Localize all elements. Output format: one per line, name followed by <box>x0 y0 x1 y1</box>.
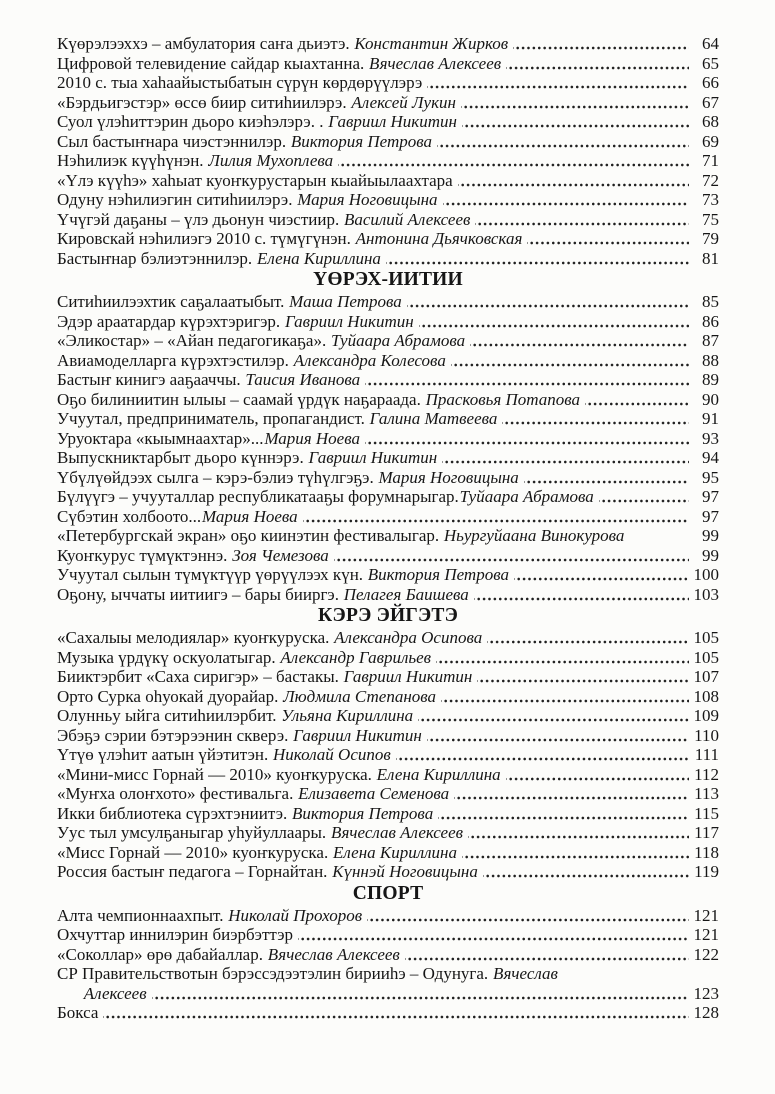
toc-entry <box>57 73 719 93</box>
entry-author: Елена Кириллина <box>332 842 457 862</box>
entry-author: Таисия Иванова <box>245 370 361 389</box>
entry-author: Ульяна Кириллина <box>281 706 414 725</box>
entry-author: Пелагея Баишева <box>343 584 469 604</box>
entry-text <box>57 565 509 585</box>
entry-title: Сыл бастыҥнара чиэстэннилэр. <box>57 131 287 151</box>
entry-title: «Петербургскай экран» оҕо киинэтин фестивалыгар. <box>57 526 440 545</box>
entry-author-continued: Алексеев <box>83 983 147 1003</box>
entry-text <box>57 945 400 965</box>
toc-entry <box>57 585 719 605</box>
entry-author: Антонина Дьячковская <box>355 229 523 248</box>
entry-text <box>57 546 329 566</box>
toc-entry <box>57 843 719 863</box>
toc-entry <box>57 706 719 726</box>
entry-page-number: 119 <box>694 862 719 881</box>
entry-author: Мария Ноговицына <box>297 190 438 209</box>
toc-entry <box>57 468 719 488</box>
dotted-leader <box>438 816 689 820</box>
entry-title: Эдэр араатардар күрэхтэригэр. <box>57 311 281 331</box>
entry-text <box>57 468 519 488</box>
entry-text <box>57 765 501 785</box>
entry-author: Василий Алексеев <box>343 209 471 229</box>
entry-title: Учуутал сылын түмүктүүр үөрүүлээх күн. <box>57 565 364 584</box>
entry-text <box>57 585 469 605</box>
toc-entry <box>57 312 719 332</box>
entry-text <box>57 925 293 945</box>
toc-entry <box>57 546 719 566</box>
entry-page-number: 65 <box>702 53 719 73</box>
entry-page-number: 67 <box>702 92 719 112</box>
entry-text <box>57 331 465 351</box>
dotted-leader <box>298 937 689 941</box>
entry-title: Учуутал, предприниматель, пропагандист. <box>57 409 365 428</box>
entry-author: Вячеслав Алексеев <box>369 53 502 73</box>
entry-title: Икки библиотека сүрэхтэниитэ. <box>57 803 288 823</box>
entry-title: СР Правительствотын бэрэссэдээтэлин бирииһэ – Одунуга. <box>57 964 489 983</box>
dotted-leader <box>462 124 689 128</box>
entry-text <box>57 112 457 132</box>
entry-author: Мария Ноговицына <box>378 467 519 487</box>
entry-text <box>57 312 414 332</box>
dotted-leader <box>527 241 689 245</box>
entry-page-number: 108 <box>693 686 719 706</box>
entry-author: Александра Колесова <box>293 350 446 370</box>
entry-title: Бүлүүгэ – учууталлар республикатааҕы форумнарыгар. <box>57 487 459 506</box>
entry-title: Алта чемпионнаахпыт. <box>57 905 224 925</box>
entry-text <box>57 667 472 687</box>
entry-text <box>57 745 391 765</box>
entry-title: Олунньу ыйга ситиһиилэрбит. <box>57 706 277 725</box>
entry-page-number: 107 <box>693 667 719 686</box>
entry-author: Виктория Петрова <box>367 565 509 584</box>
entry-text <box>57 526 624 546</box>
dotted-leader <box>367 918 689 922</box>
entry-title: «Эликостар» – «Айан педагогикаҕа». <box>57 331 327 350</box>
entry-text <box>57 726 422 746</box>
entry-author: Күннэй Ноговицына <box>332 862 478 881</box>
entry-title: «Мини-мисс Горнай — 2010» куоҥкуруска. <box>57 764 372 784</box>
entry-title: Кировскай нэһилиэгэ 2010 с. түмүгүнэн. <box>57 229 351 248</box>
entry-title: Куоҥкурус түмүктэннэ. <box>57 545 228 565</box>
entry-page-number: 91 <box>702 409 719 428</box>
entry-page-number: 99 <box>702 545 719 565</box>
dotted-leader <box>443 202 689 206</box>
toc-entry <box>57 132 719 152</box>
dotted-leader <box>103 1015 689 1019</box>
dotted-leader <box>419 324 689 328</box>
dotted-leader <box>396 757 689 761</box>
toc-entry <box>57 745 719 765</box>
dotted-leader <box>470 343 689 347</box>
entry-title: Күөрэлээххэ – амбулатория саҥа дьиэтэ. <box>57 34 350 53</box>
toc-entry <box>57 93 719 113</box>
toc-entry <box>57 229 719 249</box>
entry-author: Вячеслав <box>492 964 558 983</box>
entry-title: «Муҥха олоҥхото» фестивальга. <box>57 784 294 803</box>
entry-page-number: 115 <box>694 803 719 823</box>
entry-page-number: 86 <box>702 311 719 331</box>
dotted-leader <box>513 46 689 50</box>
entry-text <box>57 73 422 93</box>
dotted-leader <box>407 304 689 308</box>
dotted-leader <box>386 261 689 265</box>
entry-title: Сүбэтин холбоото... <box>57 506 202 526</box>
entry-author: Туйаара Абрамова <box>459 487 594 506</box>
entry-author: Гавриил Никитин <box>328 112 457 131</box>
entry-title: Бииктэрбит «Саха сиригэр» – бастакы. <box>57 667 339 686</box>
section-header: ҮӨРЭХ-ИИТИИ <box>313 269 463 290</box>
entry-page-number: 73 <box>702 190 719 209</box>
toc-entry <box>57 964 719 984</box>
section-header: СПОРТ <box>352 882 424 904</box>
entry-author: Лилия Мухоплева <box>208 151 334 170</box>
toc-entry <box>57 331 719 351</box>
dotted-leader <box>418 718 689 722</box>
toc-entry <box>57 54 719 74</box>
entry-page-number: 105 <box>693 628 719 647</box>
entry-title: Бокса <box>57 1003 99 1022</box>
entry-page-number: 87 <box>702 331 719 350</box>
toc-entry <box>57 765 719 785</box>
dotted-leader <box>468 835 689 839</box>
entry-text <box>79 984 147 1004</box>
toc-entry <box>57 925 719 945</box>
entry-page-number: 89 <box>702 370 719 389</box>
entry-author: Алексей Лукин <box>351 92 456 112</box>
toc-entry <box>57 34 719 54</box>
toc-entry <box>57 726 719 746</box>
entry-text <box>57 507 298 527</box>
toc-entry-continuation <box>57 984 719 1004</box>
toc-entry <box>57 945 719 965</box>
dotted-leader <box>461 105 689 109</box>
entry-text <box>57 370 360 390</box>
entry-page-number: 111 <box>694 745 719 764</box>
dotted-leader <box>365 382 689 386</box>
dotted-leader <box>506 777 689 781</box>
entry-author: Гавриил Никитин <box>284 311 414 331</box>
entry-text <box>57 843 457 863</box>
entry-page-number: 118 <box>694 842 719 862</box>
entry-author: Мария Ноева <box>202 506 298 526</box>
dotted-leader <box>334 558 689 562</box>
toc-entry <box>57 292 719 312</box>
dotted-leader <box>427 85 689 89</box>
toc-entry <box>57 687 719 707</box>
toc-entry <box>57 804 719 824</box>
entry-page-number: 117 <box>694 823 719 842</box>
entry-text <box>57 34 508 54</box>
entry-page-number: 121 <box>693 925 719 944</box>
toc-entry <box>57 823 719 843</box>
toc-entry <box>57 487 719 507</box>
entry-author: Галина Матвеева <box>369 409 498 428</box>
entry-text <box>57 648 431 668</box>
entry-text <box>57 249 381 269</box>
entry-author: Виктория Петрова <box>292 803 434 823</box>
entry-page-number: 79 <box>702 229 719 248</box>
toc-entry <box>57 249 719 269</box>
entry-page-number: 100 <box>693 565 719 584</box>
dotted-leader <box>441 699 689 703</box>
entry-page-number: 97 <box>702 506 719 526</box>
dotted-leader <box>437 144 689 148</box>
entry-text <box>57 54 501 74</box>
entry-text <box>57 171 453 191</box>
entry-title: Үтүө үлэһит аатын үйэтитэн. <box>57 745 269 764</box>
entry-text <box>57 93 456 113</box>
entry-page-number: 72 <box>702 170 719 190</box>
dotted-leader <box>451 363 689 367</box>
entry-author: Мария Ноева <box>264 428 360 448</box>
entry-author: Елена Кириллина <box>256 248 381 268</box>
entry-title: Оҕону, ыччаты иитиигэ – бары бииргэ. <box>57 584 339 604</box>
entry-page-number: 85 <box>702 292 719 311</box>
entry-page-number: 88 <box>702 350 719 370</box>
toc-entry <box>57 370 719 390</box>
toc-entry <box>57 565 719 585</box>
dotted-leader <box>629 538 689 542</box>
entry-text <box>57 210 470 230</box>
entry-page-number: 93 <box>702 428 719 448</box>
entry-title: Бастыҥ кинигэ ааҕааччы. <box>57 370 241 389</box>
entry-author: Елизавета Семенова <box>298 784 450 803</box>
entry-page-number: 122 <box>693 944 719 964</box>
toc-entry <box>57 351 719 371</box>
dotted-leader <box>365 441 689 445</box>
toc-entry <box>57 628 719 648</box>
entry-title: Үбүлүөйдээх сылга – кэрэ-бэлиэ түһүлгэҕэ. <box>57 467 374 487</box>
toc-entry <box>57 171 719 191</box>
entry-title: Нэһилиэк күүһүнэн. <box>57 151 204 170</box>
dotted-leader <box>585 402 689 406</box>
entry-author: Елена Кириллина <box>376 764 501 784</box>
dotted-leader <box>502 421 689 425</box>
entry-title: Бастыҥнар бэлиэтэннилэр. <box>57 248 253 268</box>
entry-text <box>57 804 433 824</box>
entry-page-number: 71 <box>702 151 719 170</box>
dotted-leader <box>506 66 689 70</box>
entry-text <box>57 132 432 152</box>
dotted-leader <box>152 996 689 1000</box>
dotted-leader <box>427 738 689 742</box>
toc-entry <box>57 526 719 546</box>
entry-author: Людмила Степанова <box>283 686 437 706</box>
entry-author: Зоя Чемезова <box>232 545 329 565</box>
entry-title: Эбэҕэ сэрии бэтэрээнин скверэ. <box>57 725 289 745</box>
entry-author: Николай Осипов <box>273 745 391 764</box>
entry-page-number: 64 <box>702 34 719 53</box>
entry-text <box>57 687 436 707</box>
entry-page-number: 94 <box>702 448 719 467</box>
entry-page-number: 75 <box>702 209 719 229</box>
entry-page-number: 69 <box>702 131 719 151</box>
entry-author: Туйаара Абрамова <box>330 331 466 350</box>
table-of-contents <box>57 34 719 1023</box>
entry-page-number: 103 <box>693 584 719 604</box>
entry-page-number: 112 <box>694 764 719 784</box>
entry-title: Орто Сурка оһуокай дуорайар. <box>57 686 279 706</box>
entry-page-number: 113 <box>694 784 719 803</box>
entry-text <box>57 1003 98 1023</box>
toc-entry <box>57 667 719 687</box>
entry-text <box>57 429 360 449</box>
entry-text <box>57 151 333 171</box>
entry-title: Одуну нэһилиэгин ситиһиилэрэ. <box>57 190 293 209</box>
dotted-leader <box>442 460 689 464</box>
entry-title: Суол үлэһиттэрин дьоро киэһэлэрэ. . <box>57 112 324 131</box>
dotted-leader <box>477 679 689 683</box>
section-header: КЭРЭ ЭЙГЭТЭ <box>317 605 459 626</box>
entry-title: Цифровой телевидение сайдар кыахтанна. <box>57 53 365 73</box>
entry-title: Уруоктара «кыымнаахтар»... <box>57 428 264 448</box>
toc-entry <box>57 1003 719 1023</box>
dotted-leader <box>462 855 689 859</box>
entry-page-number: 81 <box>702 248 719 268</box>
entry-page-number: 110 <box>694 725 719 745</box>
toc-entry <box>57 112 719 132</box>
entry-page-number: 123 <box>693 983 719 1003</box>
dotted-leader <box>487 640 689 644</box>
dotted-leader <box>483 874 689 878</box>
dotted-leader <box>303 519 689 523</box>
dotted-leader <box>514 577 689 581</box>
toc-entry <box>57 862 719 882</box>
entry-title: Авиамоделларга күрэхтэстилэр. <box>57 350 289 370</box>
dotted-leader <box>475 222 689 226</box>
entry-text <box>57 823 463 843</box>
entry-page-number: 68 <box>702 112 719 131</box>
entry-author: Маша Петрова <box>289 292 402 311</box>
entry-author: Александр Гаврильев <box>280 647 432 667</box>
entry-text <box>57 351 446 371</box>
entry-title: «Бэрдьигэстэр» өссө биир ситиһиилэрэ. <box>57 92 347 112</box>
entry-author: Гавриил Никитин <box>343 667 473 686</box>
entry-page-number: 128 <box>693 1003 719 1022</box>
dotted-leader <box>436 660 689 664</box>
dotted-leader <box>524 480 689 484</box>
entry-author: Ньургуйаана Винокурова <box>443 526 625 545</box>
dotted-leader <box>338 163 689 167</box>
entry-author: Прасковья Потапова <box>425 389 580 409</box>
entry-text <box>57 906 362 926</box>
entry-text <box>57 292 402 312</box>
entry-author: Виктория Петрова <box>290 131 433 151</box>
toc-entry <box>57 210 719 230</box>
toc-entry <box>57 507 719 527</box>
entry-page-number: 109 <box>693 706 719 725</box>
entry-title: Оҕо билиниитин ылыы – саамай үрдүк наҕараада. <box>57 389 421 409</box>
entry-author: Гавриил Никитин <box>293 725 422 745</box>
entry-author: Николай Прохоров <box>228 905 363 925</box>
toc-entry <box>57 390 719 410</box>
entry-title: 2010 с. тыа хаһаайыстыбатын сүрүн көрдөрүүлэрэ <box>57 73 423 92</box>
toc-entry <box>57 448 719 468</box>
entry-title: Ситиһиилээхтик саҕалаатыбыт. <box>57 292 285 311</box>
dotted-leader <box>458 183 689 187</box>
toc-entry <box>57 648 719 668</box>
entry-author: Вячеслав Алексеев <box>330 823 464 842</box>
entry-title: «Үлэ күүһэ» хаһыат куоҥкурустарын кыайыылаахтара <box>57 170 453 190</box>
entry-text <box>57 706 413 726</box>
entry-text <box>57 964 558 984</box>
entry-text <box>57 190 438 210</box>
entry-page-number: 105 <box>693 647 719 667</box>
entry-text <box>57 628 482 648</box>
toc-entry <box>57 151 719 171</box>
entry-text <box>57 862 478 882</box>
entry-title: Россия бастыҥ педагога – Горнайтан. <box>57 862 328 881</box>
toc-entry <box>57 409 719 429</box>
dotted-leader <box>454 796 689 800</box>
entry-author: Вячеслав Алексеев <box>267 944 400 964</box>
entry-page-number: 121 <box>693 905 719 925</box>
entry-text <box>57 390 580 410</box>
entry-title: Охчуттар иннилэрин биэрбэттэр <box>57 925 294 944</box>
entry-author: Александра Осипова <box>334 628 483 647</box>
entry-title: Музыка үрдүкү оскуолатыгар. <box>57 647 276 667</box>
toc-entry <box>57 784 719 804</box>
entry-text <box>57 784 449 804</box>
entry-title: Выпускниктарбыт дьоро күннэрэ. <box>57 448 304 467</box>
entry-text <box>57 487 594 507</box>
entry-title: Уус тыл умсулҕаныгар уһуйуллаары. <box>57 823 327 842</box>
entry-title: Үчүгэй даҕаны – үлэ дьонун чиэстиир. <box>57 209 340 229</box>
entry-page-number: 95 <box>702 467 719 487</box>
toc-entry <box>57 429 719 449</box>
entry-title: «Сахалыы мелодиялар» куоҥкуруска. <box>57 628 330 647</box>
entry-title: «Мисс Горнай — 2010» куоҥкуруска. <box>57 842 329 862</box>
dotted-leader <box>405 957 689 961</box>
entry-author: Гавриил Никитин <box>308 448 438 467</box>
dotted-leader <box>599 499 689 503</box>
entry-page-number: 99 <box>702 526 719 545</box>
entry-page-number: 97 <box>702 487 719 506</box>
entry-author: Константин Жирков <box>354 34 509 53</box>
entry-text <box>57 448 437 468</box>
entry-text <box>57 229 522 249</box>
dotted-leader <box>474 597 689 601</box>
entry-text <box>57 409 497 429</box>
entry-page-number: 66 <box>702 73 719 92</box>
toc-entry <box>57 906 719 926</box>
toc-entry <box>57 190 719 210</box>
entry-page-number: 90 <box>702 389 719 409</box>
entry-title: «Соколлар» өрө дабайаллар. <box>57 944 263 964</box>
